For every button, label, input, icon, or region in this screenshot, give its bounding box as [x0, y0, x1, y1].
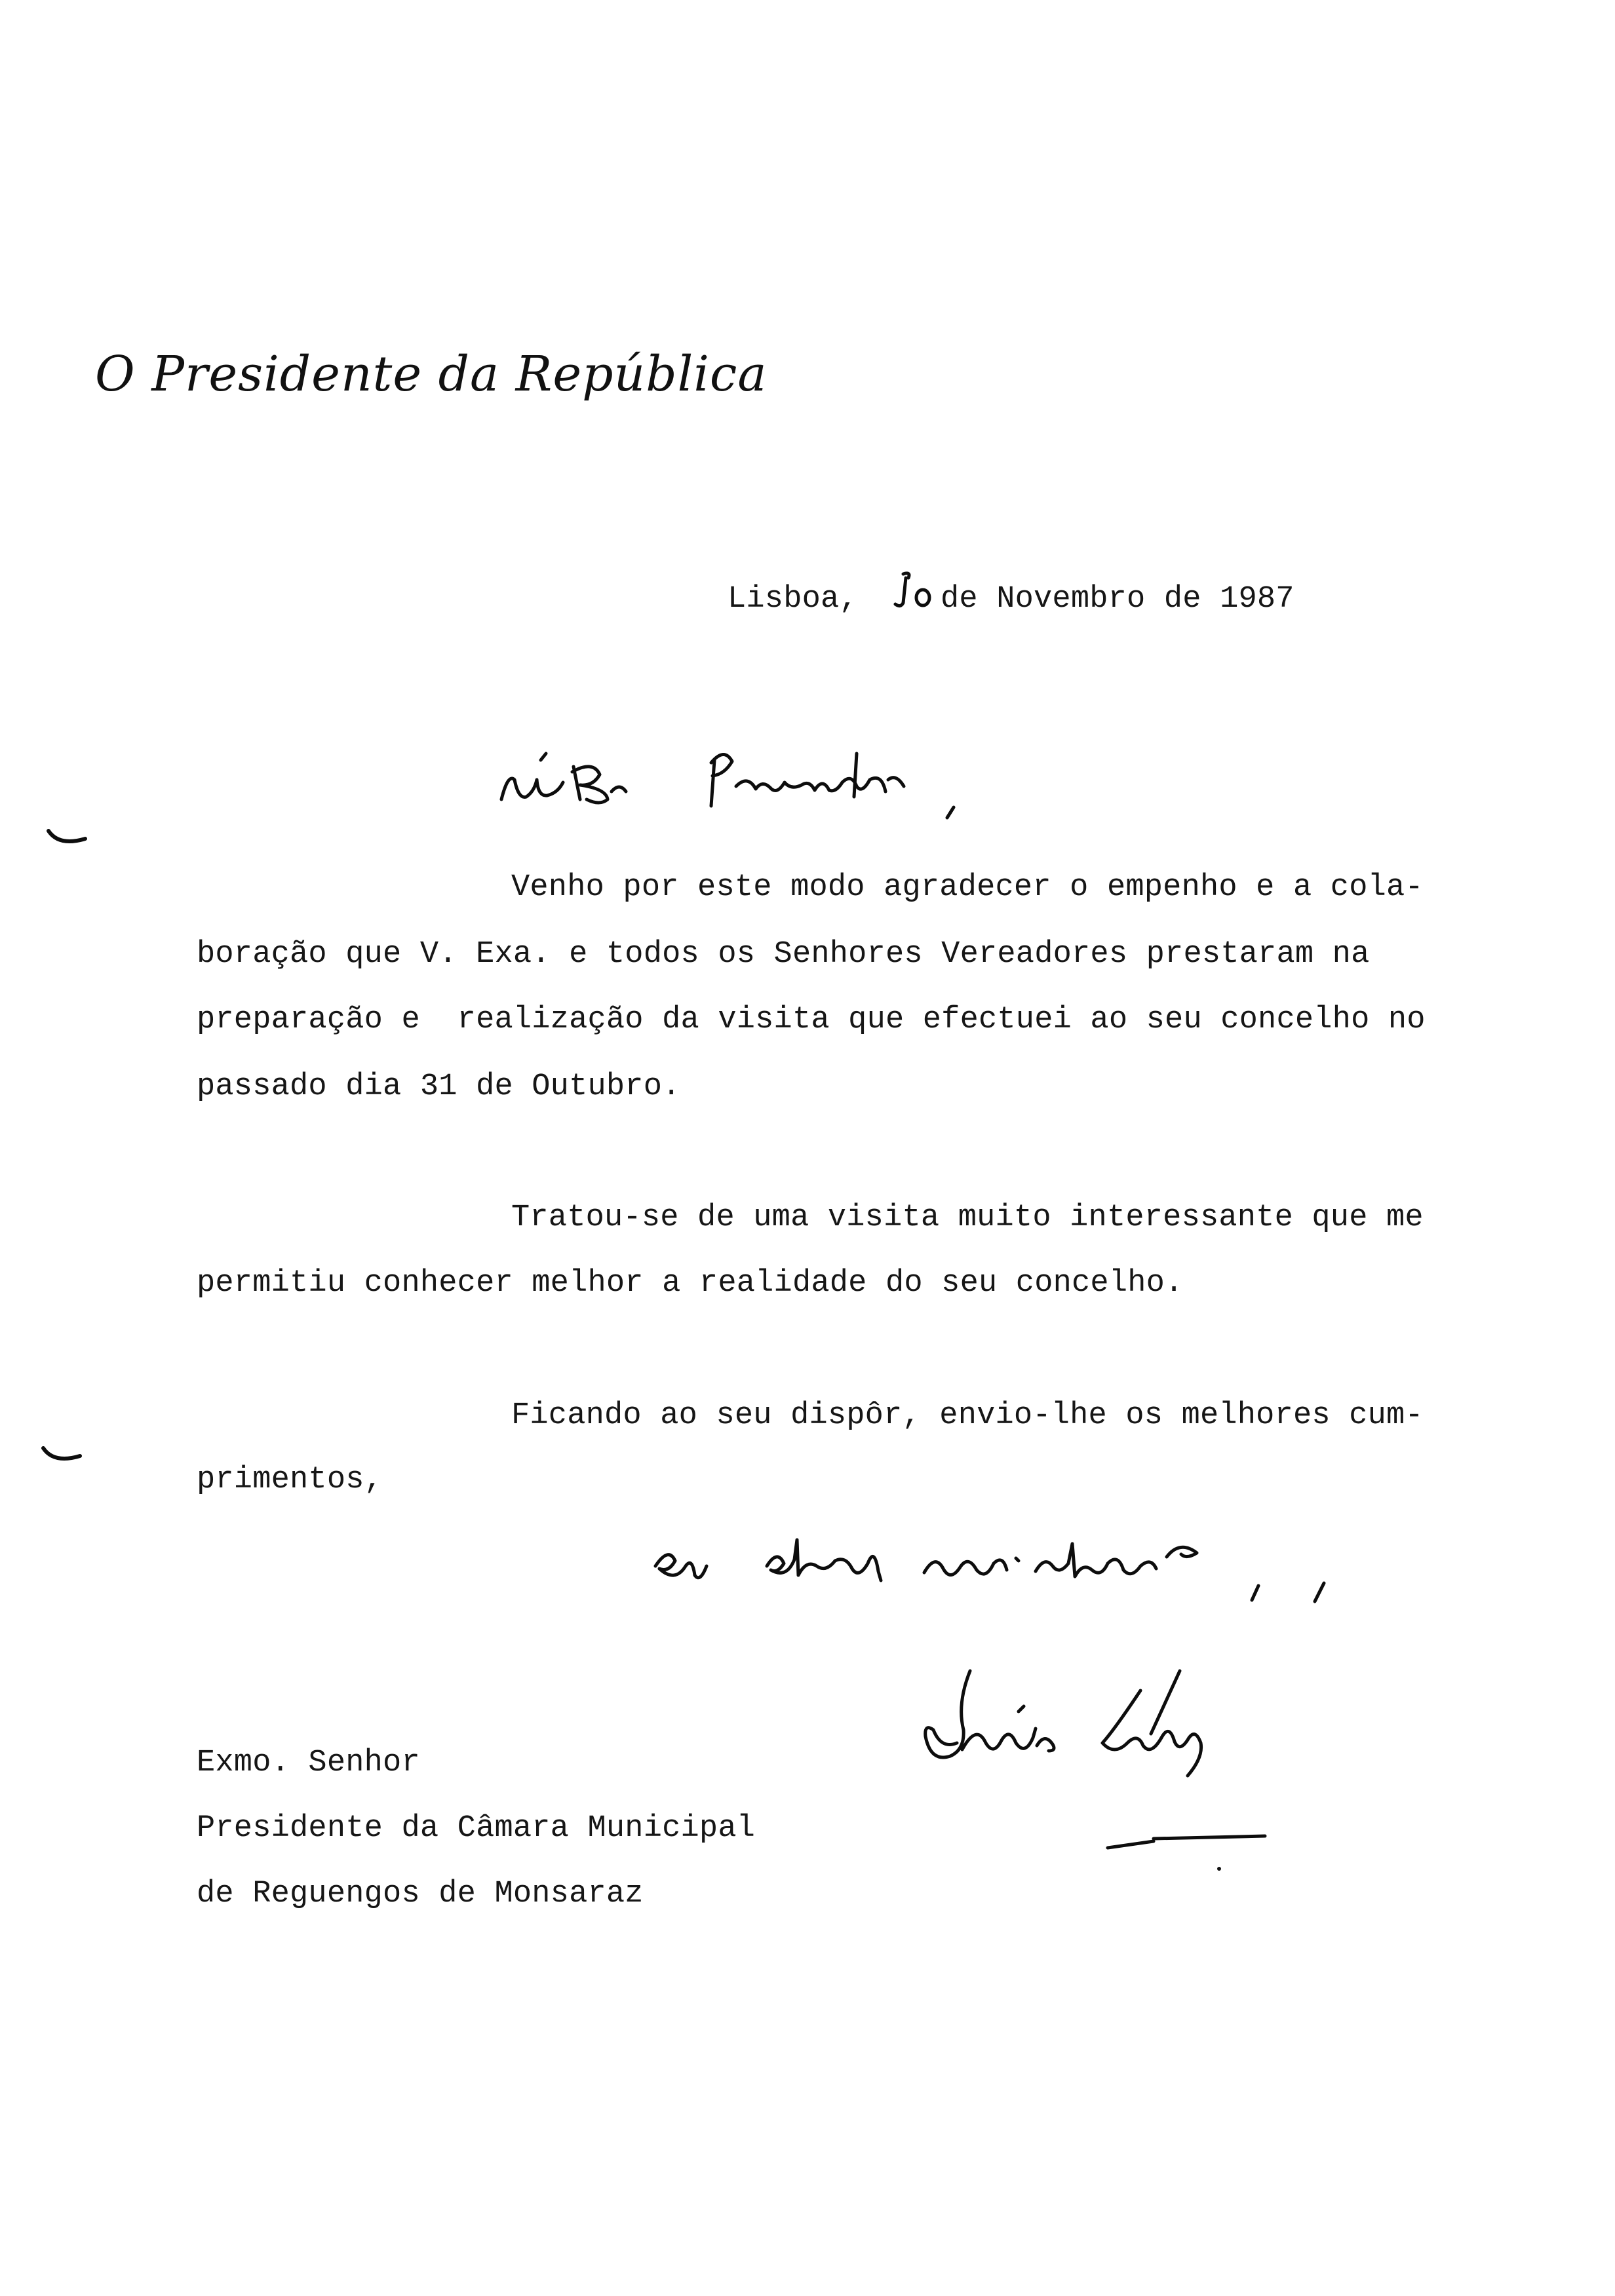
paragraph-1-line-2: boração que V. Exa. e todos os Senhores Vereadores prestaram na: [197, 937, 1370, 972]
margin-mark-bottom: [41, 1444, 87, 1470]
handwritten-salutation: [495, 734, 993, 832]
paragraph-1-line-3: preparação e realização da visita que efectuei ao seu concelho no: [197, 1003, 1426, 1037]
letterhead: O Presidente da República: [95, 346, 768, 402]
margin-mark-top: [46, 827, 92, 853]
paragraph-3-line-2: primentos,: [197, 1463, 383, 1497]
paragraph-2-line-2: permitiu conhecer melhor a realidade do seu concelho.: [197, 1266, 1184, 1301]
paragraph-2-line-1: Tratou-se de uma visita muito interessante que me: [511, 1200, 1424, 1235]
paragraph-1-line-1: Venho por este modo agradecer o empenho e a cola-: [511, 870, 1424, 905]
dateline-rest: de Novembro de 1987: [941, 582, 1294, 617]
addressee-line-1: Exmo. Senhor: [197, 1746, 420, 1780]
paragraph-3-line-1: Ficando ao seu dispôr, envio-lhe os melhores cum-: [511, 1398, 1424, 1433]
paragraph-1-line-4: passado dia 31 de Outubro.: [197, 1069, 681, 1104]
signature: [918, 1651, 1285, 1874]
addressee-line-2: Presidente da Câmara Municipal: [197, 1811, 756, 1846]
handwritten-closing: [649, 1520, 1370, 1625]
handwritten-day: [891, 569, 937, 615]
addressee-line-3: de Reguengos de Monsaraz: [197, 1877, 644, 1911]
dateline-place: Lisboa,: [728, 582, 858, 617]
